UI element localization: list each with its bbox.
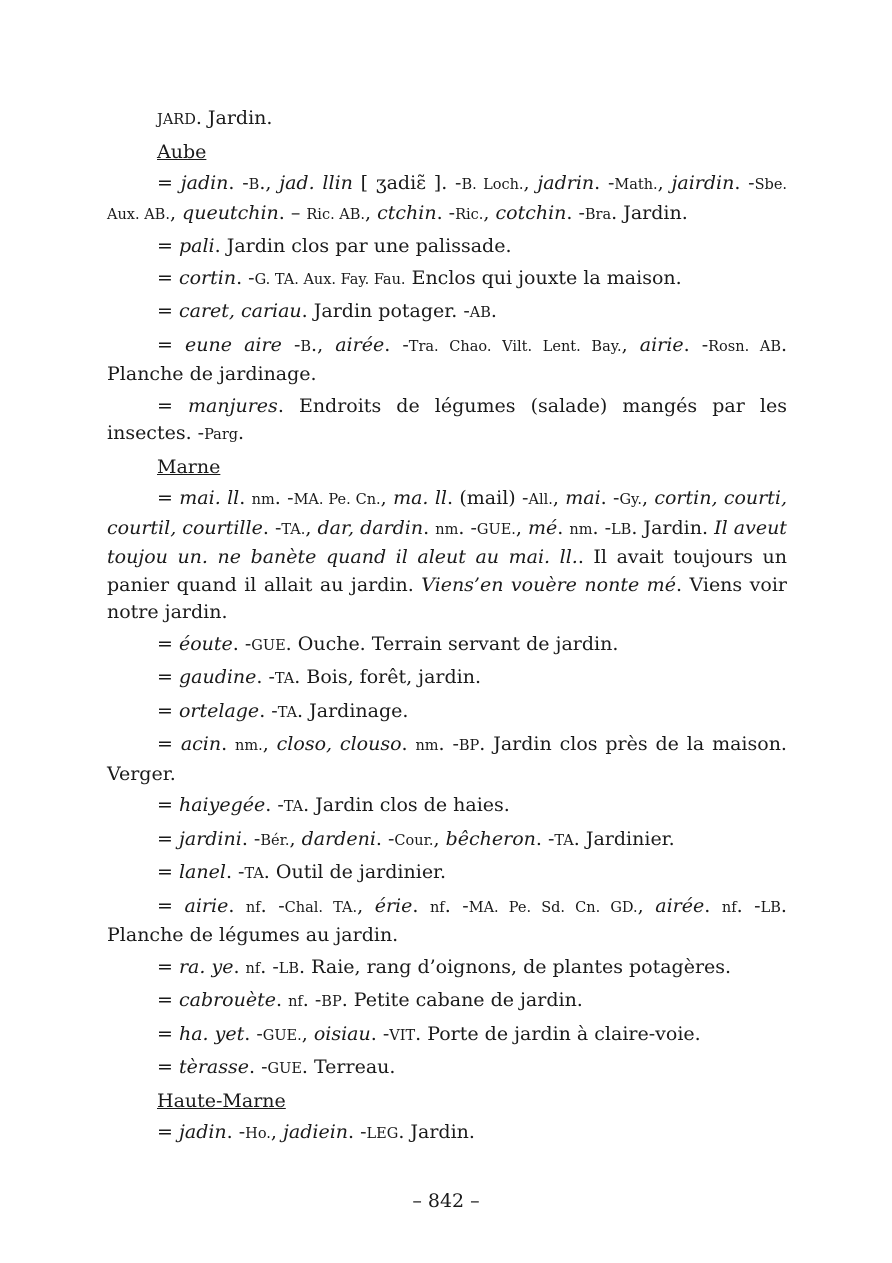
source-abbrev: nf [245,960,261,977]
source-abbrev: LB [760,899,781,916]
entry-text: . Jardin. [631,516,715,539]
dialect-form: jad. llin [279,172,353,194]
entry-text: , [169,201,183,224]
entry-text: [ ʒadiɛ̃ ]. - [352,172,462,194]
dictionary-entry [107,893,787,950]
entry-text: . - [228,172,249,194]
dialect-form: oisiau [313,1022,371,1045]
entry-text: = [157,666,179,688]
entry-text: . Il avait toujours un panier quand il allait au jardin. [107,546,787,596]
source-abbrev: Tra. Chao. Vilt. Lent. Bay. [408,338,622,355]
source-abbrev: nf [429,899,445,916]
dialect-form: ortelage [178,699,260,722]
dialect-form: jairdin [671,172,735,194]
entry-text: , [621,333,640,356]
entry-text: . - [260,894,285,917]
entry-text: Aube [157,140,207,163]
entry-text: . - [348,1121,367,1143]
entry-text: . Planche de jardinage. [107,333,788,385]
entry-text: = [157,1056,179,1078]
source-abbrev: Ric. AB. [306,206,366,223]
entry-text: . - [444,894,469,917]
source-abbrev: nf [721,899,737,916]
entry-text: , [483,201,496,224]
dialect-form: érie [374,894,413,917]
dialect-form: éoute [178,632,233,655]
entry-text: . Planche de légumes au jardin. [107,894,787,946]
source-abbrev: MA. Pe. Cn. [293,492,381,508]
entry-text: = [157,1121,179,1143]
dictionary-entry [107,664,787,694]
entry-text: . [401,733,416,755]
entry-text: = [157,827,179,850]
dialect-form: acin [180,733,222,755]
entry-text: . Viens voir notre jardin. [107,573,787,623]
dialect-form: jadin [178,1121,227,1143]
source-abbrev: nm [251,492,275,508]
entry-text: . – [278,201,307,224]
dialect-form: mai [565,487,601,509]
dialect-form: pali [178,235,215,257]
source-abbrev: Parg [204,427,239,443]
entry-text: , [270,1121,283,1143]
source-abbrev: Cour. [394,832,434,849]
dictionary-entry [107,105,787,135]
entry-text: = [157,172,181,194]
region-heading [107,1088,787,1116]
source-abbrev: BP [458,738,480,754]
dictionary-entry [107,332,787,389]
entry-text: . - [274,487,294,509]
dialect-form: airie [184,894,229,917]
entry-text: . [228,894,246,917]
entry-text: . Ouche. Terrain servant de jardin. [285,632,619,655]
dictionary-entry [107,859,787,889]
entry-text: = [157,235,179,257]
region-heading [107,139,787,167]
entry-text: Marne [157,455,221,478]
source-abbrev: All. [528,492,553,508]
entry-text: . - [375,827,395,850]
entry-text: . - [232,632,252,655]
entry-text: . Raie, rang d’oignons, de plantes potagères. [299,955,732,978]
dialect-form: jadiein [283,1121,349,1143]
dialect-form: queutchin [182,201,279,224]
entry-text: . Jardin clos de haies. [303,794,510,816]
entry-text: . - [734,172,755,194]
dictionary-entry [107,631,787,661]
entry-text: = [157,1022,179,1045]
entry-text: . - [249,1056,268,1078]
dialect-form: ctchin [377,201,437,224]
entry-text: . - [370,1022,390,1045]
entry-text: = [157,699,179,722]
dialect-form: ma. ll [393,487,447,509]
source-abbrev: LB [611,521,632,538]
source-abbrev: AB [469,305,491,321]
entry-text: . Endroits de légumes (salade) mangés par les insectes. - [107,394,787,444]
dialect-form: airie [639,333,684,356]
entry-text: . (mail) - [446,487,529,509]
source-abbrev: nf [245,899,261,916]
source-abbrev: nm [415,738,439,754]
entry-text: , [357,894,375,917]
dialect-form: cortin [178,266,237,289]
source-abbrev: Bér. [260,832,290,849]
source-abbrev: JARD [157,112,196,128]
dialect-form: cabrouète [178,989,276,1011]
source-abbrev: BP [321,994,342,1010]
dialect-form: airée [335,333,385,356]
dictionary-entry [107,170,787,229]
entry-text: . Jardinier. [573,827,675,850]
entry-text: . - [262,516,282,539]
dialect-form: caret, cariau [178,300,302,322]
source-abbrev: Ric. [455,206,484,223]
dictionary-entry [107,393,787,450]
entry-text: . - [535,827,555,850]
source-abbrev: GUE [251,637,286,654]
dialect-form: dardeni [301,827,376,850]
entry-text: = [157,989,179,1011]
source-abbrev: Math. [614,177,658,193]
entry-text: . Jardin. [195,107,273,129]
dictionary-entry [107,298,787,328]
entry-text: . [412,894,430,917]
source-abbrev: LB [278,960,300,977]
source-abbrev: LEG [366,1126,399,1142]
source-abbrev: TA [554,832,574,849]
entry-text: . Jardin. [611,201,688,224]
source-abbrev: MA. Pe. Sd. Cn. GD. [468,899,638,916]
source-abbrev: GUE [267,1061,302,1077]
dictionary-entry [107,987,787,1017]
source-abbrev: GUE. [262,1027,302,1044]
dialect-form: eune aire [185,333,282,356]
entry-text: = [157,333,186,356]
entry-text: , [515,516,529,539]
entry-text: . - [236,266,255,289]
dialect-form: mé [528,516,558,539]
source-abbrev: Bra [584,206,612,223]
dialect-form: bêcheron [445,827,536,850]
dialect-form: cotchin [495,201,567,224]
entry-text: . - [594,172,615,194]
entry-text: . [239,487,252,509]
entry-text: . Bois, forêt, jardin. [294,666,481,688]
source-abbrev: TA [274,671,295,687]
entry-text: . [275,989,289,1011]
dialect-form: ha. yet [178,1022,245,1045]
dialect-form: mai. ll [179,487,240,509]
entry-text: , [637,894,656,917]
source-abbrev: Gy. [619,492,642,508]
entry-text: . [557,516,570,539]
entry-text: . - [260,955,279,978]
source-abbrev: TA [277,704,298,721]
entry-text: . [704,894,722,917]
source-abbrev: Chal. TA. [284,899,358,916]
entry-text: , [552,487,566,509]
entry-text: . - [600,487,620,509]
source-abbrev: Rosn. AB [708,338,781,355]
entry-text: = [157,487,180,509]
entry-text: Enclos qui jouxte la maison. [405,266,682,289]
source-abbrev: B [300,338,312,355]
dialect-form: dar, dardin [317,516,424,539]
dialect-form: airée [655,894,705,917]
dictionary-entry [107,698,787,728]
source-abbrev: B [248,177,260,193]
entry-text: = [157,861,179,883]
source-abbrev: TA [283,799,304,815]
entry-text: . [221,733,236,755]
entry-text: . Jardin clos par une palissade. [214,235,512,257]
entry-text: . Jardin. [398,1121,475,1143]
entry-text: . - [592,516,612,539]
dialect-form: gaudine [178,666,257,688]
entry-text: = [157,632,179,655]
source-abbrev: B. Loch. [461,177,524,193]
entry-text: . - [384,333,409,356]
source-abbrev: Sbe. Aux. AB. [107,177,788,223]
entry-text: . Jardin clos près de la maison. Verger. [107,733,787,785]
dialect-form: jadrin [537,172,595,194]
dialect-form: jardini [178,827,242,850]
source-abbrev: VIT [389,1027,416,1044]
dictionary-entry [107,792,787,822]
entry-text: . - [225,861,245,883]
dialect-form: Il aveut toujou un. ne banète quand il aleut au mai. ll. [107,516,787,568]
entry-text: . Outil de jardinier. [263,861,447,883]
dialect-form: ra. ye [178,955,234,978]
entry-text: = [157,894,185,917]
entry-text: = [157,955,179,978]
entry-text: = [157,394,189,417]
dictionary-entry [107,1021,787,1051]
dictionary-entry [107,731,787,788]
entry-text: . - [259,699,278,722]
source-abbrev: Ho. [245,1126,271,1142]
entry-text: , [365,201,378,224]
entry-text: = [157,794,179,816]
page-number: – 842 – [412,1190,480,1212]
entry-text: . - [736,894,761,917]
entry-text: . - [458,516,477,539]
dialect-form: jadin [180,172,229,194]
dictionary-entry [107,826,787,856]
entry-text: - [281,333,301,356]
dictionary-entry [107,233,787,261]
entry-text: . [238,422,245,444]
entry-text: . Jardinage. [297,699,409,722]
entry-text: , [289,827,302,850]
entry-text: . [423,516,436,539]
entry-text: , [301,1022,314,1045]
source-abbrev: nm. [235,738,263,754]
entry-text: . [490,300,497,322]
entry-text: . [233,955,246,978]
dialect-form: cortin, courti, courtil, courtille [107,487,787,539]
dialect-form: Viens’en vouère nonte mé [421,573,676,596]
entry-text: . - [566,201,585,224]
region-heading [107,454,787,482]
entry-text: = [157,266,179,289]
entry-text: . - [256,666,275,688]
source-abbrev: GUE. [476,521,516,538]
dictionary-entry [107,1054,787,1084]
source-abbrev: G. TA. Aux. Fay. Fau. [254,271,406,288]
entry-text: = [157,300,179,322]
entry-text: , [262,733,277,755]
entry-text: . - [244,1022,263,1045]
entry-text: . - [241,827,261,850]
source-abbrev: nm [569,521,593,538]
dictionary-entry [107,485,787,627]
dialect-form: manjures [188,394,278,417]
entry-text: . - [436,201,456,224]
source-abbrev: TA [244,866,264,882]
entry-text: . - [302,989,322,1011]
entry-text: . - [226,1121,246,1143]
entry-text: Haute-Marne [157,1089,286,1112]
entry-text: , [657,172,672,194]
entry-text: , [641,487,655,509]
entry-text: = [157,733,181,755]
entry-text: , [433,827,446,850]
entry-text: , [523,172,538,194]
dialect-form: tèrasse [178,1056,250,1078]
entry-text: . - [683,333,709,356]
entry-text: . Terreau. [301,1056,396,1078]
entry-text: . Porte de jardin à claire-voie. [415,1022,701,1045]
entry-text: , [380,487,394,509]
entry-text: ., [311,333,336,356]
dialect-form: lanel [178,861,226,883]
dictionary-entry [107,1119,787,1149]
source-abbrev: TA. [281,521,306,538]
entry-text: . Jardin potager. - [301,300,470,322]
dictionary-page [107,105,787,1153]
entry-text: ., [259,172,280,194]
entry-text: , [305,516,318,539]
dictionary-entry [107,954,787,984]
dialect-form: closo, clouso [276,733,402,755]
dictionary-entry [107,265,787,295]
source-abbrev: nm [435,521,459,538]
entry-text: . - [265,794,284,816]
entry-text: . Petite cabane de jardin. [341,989,583,1011]
dialect-form: haiyegée [178,794,266,816]
source-abbrev: nf [288,994,303,1010]
entry-text: . - [438,733,459,755]
